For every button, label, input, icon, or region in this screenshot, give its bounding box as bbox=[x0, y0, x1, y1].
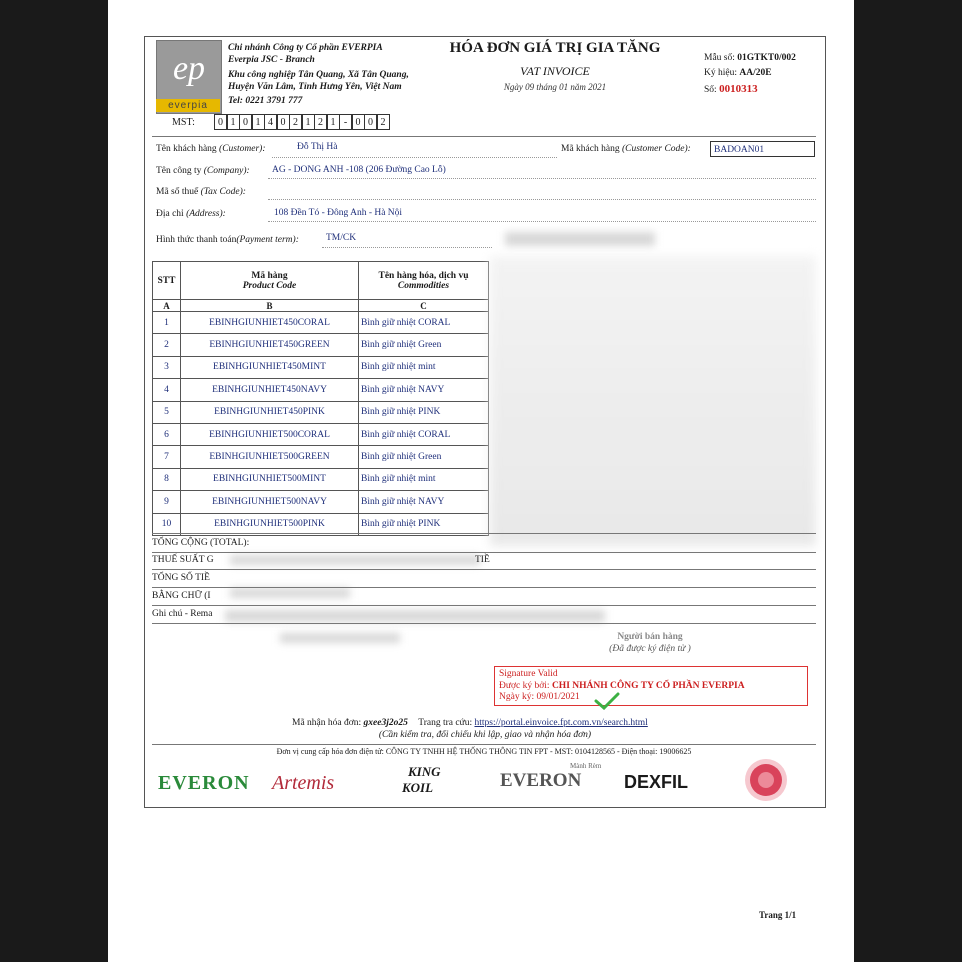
mst-digit: 0 bbox=[352, 114, 365, 130]
row-stt: 1 bbox=[153, 312, 181, 334]
row-code: EBINHGIUNHIET500MINT bbox=[181, 468, 359, 490]
mst-digit: 0 bbox=[214, 114, 227, 130]
form-number: Mẫu số: 01GTKT0/002 bbox=[704, 53, 796, 63]
dotline bbox=[268, 221, 816, 222]
row-code: EBINHGIUNHIET500NAVY bbox=[181, 491, 359, 513]
company-line-4: Huyện Văn Lâm, Tỉnh Hưng Yên, Việt Nam bbox=[228, 82, 402, 92]
mst-digit: 1 bbox=[327, 114, 340, 130]
header-code: Mã hàng Product Code bbox=[181, 262, 359, 300]
company-line-1: Chi nhánh Công ty Cổ phần EVERPIA bbox=[228, 43, 383, 53]
dexfil-logo: DEXFIL bbox=[624, 772, 689, 792]
seller-title: Người bán hàng bbox=[617, 632, 683, 642]
address-label: Địa chỉ (Address): bbox=[156, 209, 226, 219]
mst-digit: 1 bbox=[227, 114, 240, 130]
mst-digit: 4 bbox=[264, 114, 277, 130]
everon-logo: EVERON bbox=[158, 772, 250, 794]
company-name: AG - DONG ANH -108 (206 Đường Cao Lỗ) bbox=[272, 165, 446, 175]
customer-code-label: Mã khách hàng (Customer Code): bbox=[561, 144, 691, 154]
row-code: EBINHGIUNHIET500CORAL bbox=[181, 423, 359, 445]
divider bbox=[152, 744, 816, 745]
company-line-2: Everpia JSC - Branch bbox=[228, 55, 315, 65]
header-c: C bbox=[359, 300, 489, 312]
row-name: Bình giữ nhiệt NAVY bbox=[359, 379, 489, 401]
table-row bbox=[153, 423, 489, 445]
signature-date: Ngày ký: 09/01/2021 bbox=[499, 692, 580, 702]
customer-code: BADOAN01 bbox=[710, 141, 815, 157]
blurred-area bbox=[505, 232, 655, 246]
row-name: Bình giữ nhiệt PINK bbox=[359, 401, 489, 423]
table-row bbox=[153, 379, 489, 401]
mst-digit: 0 bbox=[364, 114, 377, 130]
header-a: A bbox=[153, 300, 181, 312]
blurred-area bbox=[490, 256, 816, 546]
total-row: TỔNG CỘNG (TOTAL): bbox=[152, 533, 816, 553]
row-name: Bình giữ nhiệt mint bbox=[359, 468, 489, 490]
mst-digit: - bbox=[339, 114, 352, 130]
table-row bbox=[153, 491, 489, 513]
company-line-3: Khu công nghiệp Tân Quang, Xã Tân Quang, bbox=[228, 70, 409, 80]
company-line-5: Tel: 0221 3791 777 bbox=[228, 96, 303, 106]
table-row bbox=[153, 401, 489, 423]
row-stt: 7 bbox=[153, 446, 181, 468]
logo-mark: ep bbox=[172, 50, 206, 87]
seller-subtitle: (Đã được ký điện tử ) bbox=[609, 644, 691, 654]
tax-code-label: Mã số thuế (Tax Code): bbox=[156, 187, 246, 197]
invoice-title: HÓA ĐƠN GIÁ TRỊ GIA TĂNG bbox=[449, 40, 661, 56]
remark-row: Ghi chú - Rema bbox=[152, 605, 816, 624]
vat-rate-row: THUẾ SUẤT G TIỀ bbox=[152, 551, 816, 570]
row-stt: 4 bbox=[153, 379, 181, 401]
checkmark-icon bbox=[594, 692, 620, 710]
row-name: Bình giữ nhiệt Green bbox=[359, 334, 489, 356]
lookup-note: (Cần kiểm tra, đối chiếu khi lập, giao và nhận hóa đơn) bbox=[378, 730, 592, 740]
table-row bbox=[153, 446, 489, 468]
lookup-line: Mã nhận hóa đơn: gxee3j2o25 Trang tra cứu: https://portal.einvoice.fpt.com.vn/search.html bbox=[292, 718, 648, 728]
in-words-row: BẰNG CHỮ (I bbox=[152, 587, 816, 606]
row-stt: 9 bbox=[153, 491, 181, 513]
certification-badge-icon bbox=[744, 758, 788, 802]
row-code: EBINHGIUNHIET450NAVY bbox=[181, 379, 359, 401]
invoice-number: Số: 0010313 bbox=[704, 83, 758, 95]
payment-label: Hình thức thanh toán(Payment term): bbox=[156, 235, 299, 245]
divider bbox=[152, 136, 816, 137]
header-name: Tên hàng hóa, dịch vụ Commodities bbox=[359, 262, 489, 300]
company-name-label: Tên công ty (Company): bbox=[156, 166, 250, 176]
artemis-logo: Artemis bbox=[272, 772, 335, 794]
mst-label: MST: bbox=[172, 117, 195, 128]
row-code: EBINHGIUNHIET450MINT bbox=[181, 356, 359, 378]
logo-text: everpia bbox=[156, 99, 220, 112]
table-row bbox=[153, 468, 489, 490]
table-row bbox=[153, 334, 489, 356]
row-code: EBINHGIUNHIET450GREEN bbox=[181, 334, 359, 356]
row-code: EBINHGIUNHIET450PINK bbox=[181, 401, 359, 423]
row-stt: 6 bbox=[153, 423, 181, 445]
mst-digit: 2 bbox=[377, 114, 390, 130]
dotline bbox=[268, 178, 816, 179]
table-row bbox=[153, 356, 489, 378]
dotline bbox=[272, 157, 557, 158]
row-stt: 8 bbox=[153, 468, 181, 490]
mst-digit: 2 bbox=[314, 114, 327, 130]
row-name: Bình giữ nhiệt CORAL bbox=[359, 423, 489, 445]
mst-digit: 1 bbox=[252, 114, 265, 130]
row-name: Bình giữ nhiệt Green bbox=[359, 446, 489, 468]
blurred-area bbox=[280, 633, 400, 643]
mst-digit: 0 bbox=[239, 114, 252, 130]
items-table bbox=[152, 261, 489, 536]
row-stt: 5 bbox=[153, 401, 181, 423]
customer-name-label: Tên khách hàng (Customer): bbox=[156, 144, 266, 154]
page-number: Trang 1/1 bbox=[759, 910, 797, 920]
mst-digit: 2 bbox=[289, 114, 302, 130]
mst-digit: 1 bbox=[302, 114, 315, 130]
customer-name: Đỗ Thị Hà bbox=[297, 142, 338, 152]
provider-line: Đơn vị cung cấp hóa đơn điện tử: CÔNG TY TNHH HỆ THỐNG THÔNG TIN FPT - MST: 0104128565 - Điện thoại: 19006625 bbox=[276, 747, 692, 756]
row-code: EBINHGIUNHIET500PINK bbox=[181, 513, 359, 535]
signature-valid: Signature Valid bbox=[499, 669, 558, 679]
row-code: EBINHGIUNHIET500GREEN bbox=[181, 446, 359, 468]
header-b: B bbox=[181, 300, 359, 312]
row-name: Bình giữ nhiệt mint bbox=[359, 356, 489, 378]
row-name: Bình giữ nhiệt CORAL bbox=[359, 312, 489, 334]
king-koil-logo: KING KOIL bbox=[402, 764, 441, 795]
invoice-symbol: Ký hiệu: AA/20E bbox=[704, 68, 772, 78]
row-name: Bình giữ nhiệt PINK bbox=[359, 513, 489, 535]
invoice-subtitle: VAT INVOICE bbox=[520, 64, 590, 78]
table-row bbox=[153, 312, 489, 334]
row-stt: 3 bbox=[153, 356, 181, 378]
row-stt: 2 bbox=[153, 334, 181, 356]
row-stt: 10 bbox=[153, 513, 181, 535]
signature-signer: Được ký bởi: CHI NHÁNH CÔNG TY CỔ PHẦN EVERPIA bbox=[499, 680, 745, 691]
dotline bbox=[268, 199, 816, 200]
address: 108 Đền Tó - Đông Anh - Hà Nội bbox=[274, 208, 403, 218]
mst-digit: 0 bbox=[277, 114, 290, 130]
dotline bbox=[322, 247, 492, 248]
payment-term: TM/CK bbox=[326, 233, 357, 243]
grand-total-row: TỔNG SỐ TIỀ bbox=[152, 569, 816, 588]
everon-mr-logo: Mành Rèm EVERON bbox=[500, 762, 602, 791]
row-code: EBINHGIUNHIET450CORAL bbox=[181, 312, 359, 334]
header-stt: STT bbox=[153, 262, 181, 300]
invoice-date: Ngày 09 tháng 01 năm 2021 bbox=[503, 82, 607, 92]
lookup-link[interactable]: https://portal.einvoice.fpt.com.vn/search.html bbox=[474, 718, 648, 728]
row-name: Bình giữ nhiệt NAVY bbox=[359, 491, 489, 513]
signature-box bbox=[494, 666, 808, 706]
